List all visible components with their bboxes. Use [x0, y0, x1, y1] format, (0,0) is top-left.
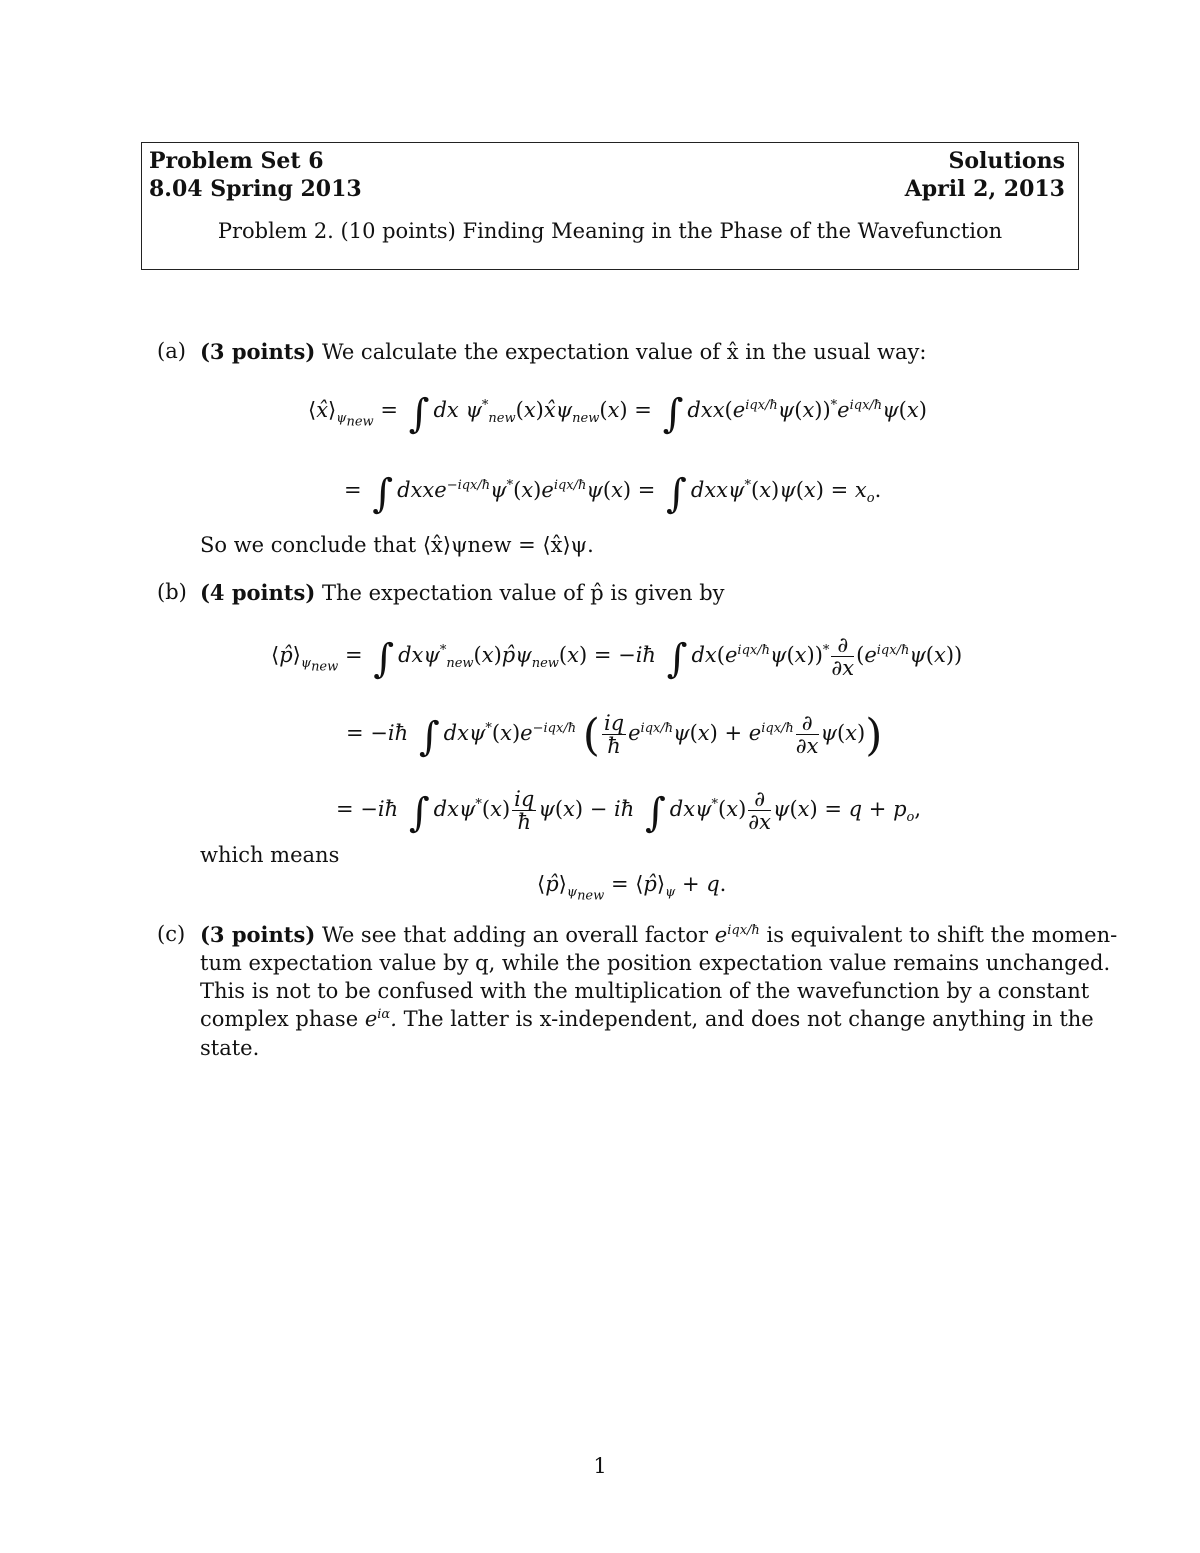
part-c-line4-a: complex phase	[200, 1007, 359, 1031]
part-a-points: (3 points)	[200, 339, 316, 364]
problem-set-title: Problem Set 6	[149, 148, 324, 174]
part-c-line1-a: We see that adding an overall factor	[321, 923, 709, 947]
equation-b-line1: $⟨p̂⟩_{\psi_{new}}$ = ∫ $dx\psi^*_{new}(x)p̂\psi_{new}(x)$ = −iħ ∫ $dx(e^{iqx/ħ}\psi(x))^*$ $\frac{\partial}{\partial x}$ $(e^{iqx/ħ}\psi(x))$	[271, 633, 963, 682]
part-c-line4-b: The latter is x-independent, and does not change anything in the	[403, 1007, 1094, 1031]
equation-a-line1: $⟨x̂⟩_{\psi_{new}}$ = ∫ dx $\psi^*_{new}(x)x̂\psi_{new}(x)$ = ∫ $dxx(e^{iqx/ħ}\psi(x))^*e^{iqx/ħ}\psi(x)$	[308, 391, 927, 437]
part-b-intro-text: The expectation value of p̂ is given by	[321, 581, 725, 605]
part-a-intro-text: We calculate the expectation value of x̂ in the usual way:	[321, 340, 927, 364]
equation-b-line2: = −iħ ∫ $dx\psi^*(x)e^{-iqx/ħ}$ ( $\frac{iq}{ħ}$ $e^{iqx/ħ}\psi(x) + e^{iqx/ħ}$ $\frac{\partial}{\partial x}$ ψ(x))	[346, 710, 883, 761]
header-row-1	[149, 148, 1065, 174]
header-box	[141, 142, 1079, 270]
part-b-label: (b)	[157, 580, 187, 604]
part-c-line2: tum expectation value by q, while the position expectation value remains unchanged.	[200, 951, 1111, 975]
page-number: 1	[593, 1454, 607, 1478]
equation-b-result: $⟨p̂⟩_{\psi_{new}}$ = $⟨p̂⟩_\psi + q$.	[537, 872, 727, 904]
part-c-line1-b: is equivalent to shift the momen-	[766, 923, 1118, 947]
date: April 2, 2013	[904, 176, 1065, 202]
part-b-points: (4 points)	[200, 580, 316, 605]
constant-phase-expression: $e^{i\alpha}$.	[364, 1007, 397, 1031]
solutions-label: Solutions	[948, 148, 1065, 174]
part-a-label: (a)	[157, 339, 186, 363]
part-b-which-means: which means	[200, 843, 340, 867]
part-a-conclusion: So we conclude that ⟨x̂⟩ψnew = ⟨x̂⟩ψ.	[200, 533, 594, 557]
part-c-label: (c)	[157, 922, 186, 946]
problem-title: Problem 2. (10 points) Finding Meaning in the Phase of the Wavefunction	[217, 219, 1003, 243]
header-row-2	[149, 176, 1065, 202]
part-c-line4	[200, 1007, 1094, 1031]
part-c-line1	[200, 922, 1118, 947]
part-c-points: (3 points)	[200, 922, 316, 947]
part-b-intro	[200, 580, 725, 605]
part-c-line3: This is not to be confused with the multiplication of the wavefunction by a constant	[200, 979, 1090, 1003]
phase-factor-expression: $e^{iqx/ħ}$	[714, 923, 760, 947]
equation-b-line3: = −iħ ∫ dxψ*(x) $\frac{iq}{ħ}$ ψ(x) − iħ ∫ dxψ*(x) $\frac{\partial}{\partial x}$ $\psi(x) = q + p_o$,	[336, 787, 922, 836]
part-a-intro	[200, 339, 926, 364]
part-c-line5: state.	[200, 1036, 260, 1060]
equation-a-line2: = ∫ $dxxe^{-iqx/ħ}\psi^*(x)e^{iqx/ħ}\psi(x)$ = ∫ $dxx\psi^*(x)\psi(x) = x_o$.	[344, 471, 882, 517]
course-term: 8.04 Spring 2013	[149, 176, 362, 202]
